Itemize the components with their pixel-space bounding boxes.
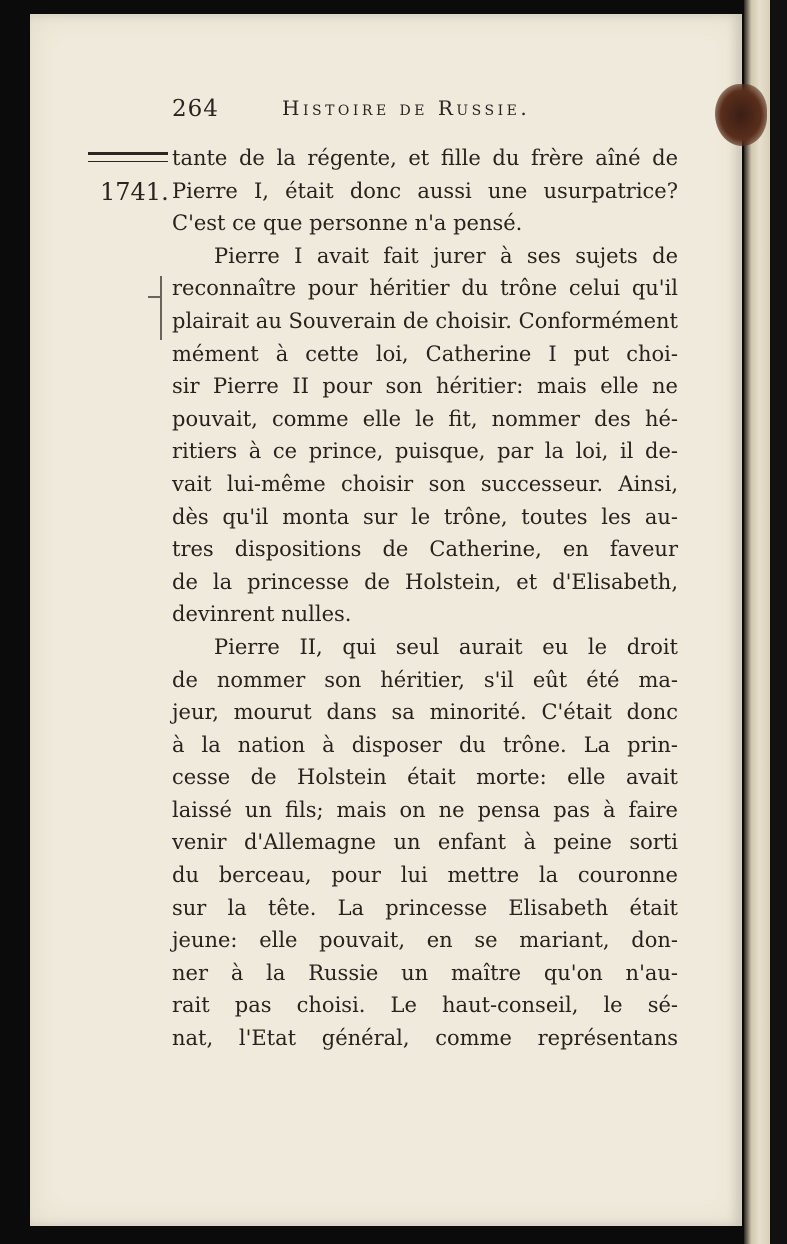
text-line: reconnaître pour héritier du trône celui qu'il <box>172 276 678 301</box>
text-line: C'est ce que personne n'a pensé. <box>172 211 523 236</box>
text-line: de la princesse de Holstein, et d'Elisabeth, <box>172 569 678 594</box>
text-line: Pierre I, était donc aussi une usurpatrice? <box>172 178 678 203</box>
text-line: vait lui-même choisir son successeur. Ainsi, <box>172 471 678 496</box>
text-line: sir Pierre II pour son héritier: mais elle ne <box>172 374 678 399</box>
text-line: tante de la régente, et fille du frère aîné de <box>172 146 678 170</box>
text-line: pouvait, comme elle le fit, nommer des hé- <box>172 406 678 431</box>
text-line: venir d'Allemagne un enfant à peine sorti <box>172 830 678 855</box>
text-line: plairait au Souverain de choisir. Conformément <box>172 308 678 333</box>
next-page-edge <box>744 0 770 1244</box>
marginal-year: 1741. <box>100 178 169 206</box>
text-line: du berceau, pour lui mettre la couronne <box>172 863 678 888</box>
marginal-rule <box>88 152 168 162</box>
text-line: rait pas choisi. Le haut-conseil, le sé- <box>172 993 678 1018</box>
text-line: jeune: elle pouvait, en se mariant, don- <box>172 928 678 953</box>
text-line: sur la tête. La princesse Elisabeth était <box>172 895 678 920</box>
text-line: à la nation à disposer du trône. La prin- <box>172 732 678 757</box>
text-line: de nommer son héritier, s'il eût été ma- <box>172 667 678 692</box>
text-line: devinrent nulles. <box>172 602 352 627</box>
ink-stain <box>715 84 767 146</box>
text-line: ritiers à ce prince, puisque, par la loi, il de- <box>172 439 678 464</box>
text-line: tres dispositions de Catherine, en faveur <box>172 537 678 562</box>
text-line: ner à la Russie un maître qu'on n'au- <box>172 960 678 985</box>
running-title: Histoire de Russie. <box>282 96 531 120</box>
body-text <box>172 142 678 1055</box>
text-line: Pierre II, qui seul aurait eu le droit <box>214 634 678 659</box>
binding-shadow <box>770 0 787 1244</box>
text-line: cesse de Holstein était morte: elle avait <box>172 765 678 790</box>
page-number: 264 <box>172 96 219 122</box>
text-line: Pierre I avait fait jurer à ses sujets de <box>214 243 678 268</box>
text-line: dès qu'il monta sur le trône, toutes les au- <box>172 504 678 529</box>
margin-mark <box>160 276 162 340</box>
text-line: nat, l'Etat général, comme représentans <box>172 1026 678 1051</box>
text-line: mément à cette loi, Catherine I put choi- <box>172 341 678 366</box>
text-line: jeur, mourut dans sa minorité. C'était donc <box>172 700 678 725</box>
margin-dash <box>148 296 162 298</box>
text-line: laissé un fils; mais on ne pensa pas à faire <box>172 797 678 822</box>
page-header <box>172 96 692 132</box>
